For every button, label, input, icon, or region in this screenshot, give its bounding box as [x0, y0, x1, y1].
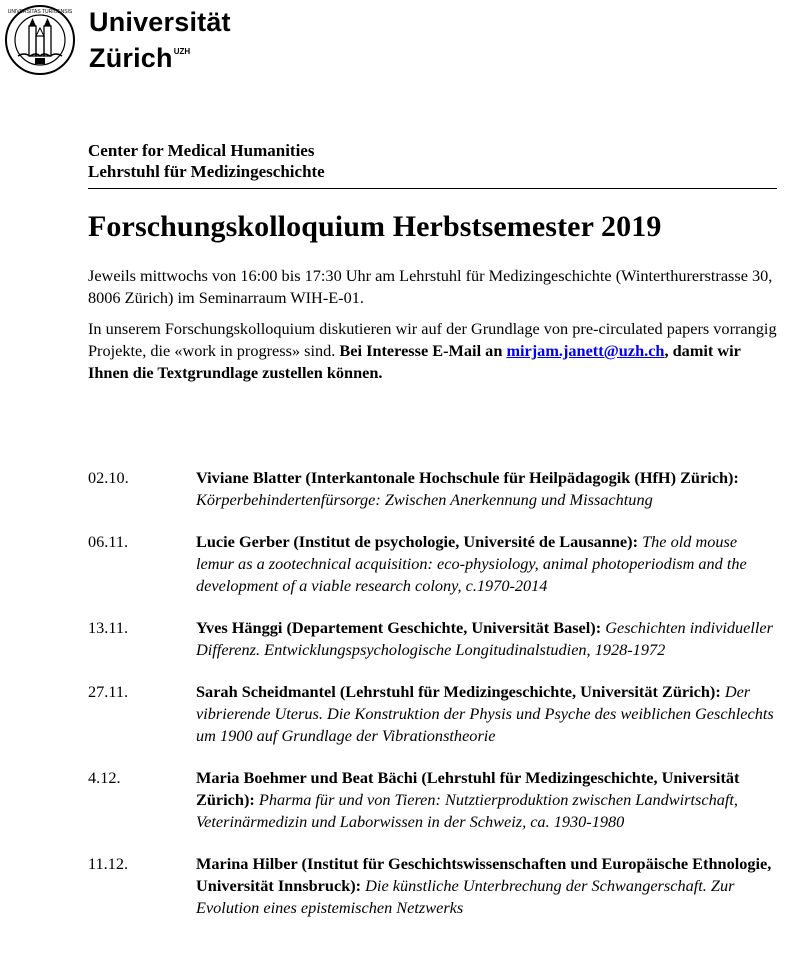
email-link[interactable]: mirjam.janett@uzh.ch	[506, 341, 665, 360]
event-topic: Die künstliche Unterbrechung der Schwangerschaft. Zur Evolution eines epistemischen Netzwerks	[196, 876, 735, 917]
intro-schedule-info: Jeweils mittwochs von 16:00 bis 17:30 Uhr am Lehrstuhl für Medizingeschichte (Winterthurerstrasse 30, 8006 Zürich) im Seminarraum WIH-E-01.	[88, 266, 773, 307]
event-speaker: Maria Boehmer und Beat Bächi (Lehrstuhl für Medizingeschichte, Universität Zürich):	[196, 768, 740, 809]
event-date: 11.12.	[88, 854, 129, 873]
wordmark-superscript: UZH	[173, 46, 191, 56]
schedule-item	[88, 531, 786, 597]
event-speaker: Viviane Blatter (Interkantonale Hochschule für Heilpädagogik (HfH) Zürich):	[196, 468, 739, 487]
uzh-logo	[4, 4, 231, 76]
intro-description-text: In unserem Forschungskolloquium diskutieren wir auf der Grundlage von pre-circulated papers vorrangig Projekte, die «work in progress» sind.	[88, 319, 777, 360]
intro-section	[88, 265, 778, 393]
event-topic: Pharma für und von Tieren: Nutztierproduktion zwischen Landwirtschaft, Veterinärmedizin und Laborwissen in der Schweiz, ca. 1930-1980	[196, 790, 738, 831]
wordmark-line1: Universität	[89, 6, 231, 37]
event-date: 4.12.	[88, 768, 121, 787]
schedule-item	[88, 853, 786, 919]
event-date: 13.11.	[88, 618, 129, 637]
schedule-item	[88, 467, 786, 511]
svg-text:UNIVERSITAS TURICENSIS: UNIVERSITAS TURICENSIS	[7, 9, 73, 15]
uzh-wordmark	[89, 8, 231, 73]
schedule-list	[88, 467, 786, 939]
event-speaker: Marina Hilber (Institut für Geschichtswissenschaften und Europäische Ethnologie, Universität Innsbruck):	[196, 854, 772, 895]
event-speaker: Lucie Gerber (Institut de psychologie, Université de Lausanne):	[196, 532, 638, 551]
page-title: Forschungskolloquium Herbstsemester 2019	[88, 210, 662, 243]
event-topic: Geschichten individueller Differenz. Entwicklungspsychologische Longitudinalstudien, 1928-1972	[196, 618, 773, 659]
intro-contact-text: Bei Interesse E-Mail an	[339, 341, 503, 360]
schedule-item	[88, 681, 786, 747]
event-topic: The old mouse lemur as a zootechnical acquisition: eco-physiology, animal photoperiodism and the development of a viable research colony, c.1970-2014	[196, 532, 747, 595]
institution-block	[88, 140, 325, 182]
event-date: 06.11.	[88, 532, 129, 551]
header-divider	[88, 188, 777, 189]
schedule-item	[88, 617, 786, 661]
chair-name: Lehrstuhl für Medizingeschichte	[88, 162, 325, 181]
institution-name: Center for Medical Humanities	[88, 141, 315, 160]
event-speaker: Sarah Scheidmantel (Lehrstuhl für Medizingeschichte, Universität Zürich):	[196, 682, 721, 701]
intro-description	[88, 318, 778, 384]
event-topic: Körperbehindertenfürsorge: Zwischen Anerkennung und Missachtung	[196, 490, 653, 509]
event-speaker: Yves Hänggi (Departement Geschichte, Universität Basel):	[196, 618, 602, 637]
event-date: 02.10.	[88, 468, 129, 487]
event-topic: Der vibrierende Uterus. Die Konstruktion der Physis und Psyche des weiblichen Geschlechts um 1900 auf Grundlage der Vibrationstheorie	[196, 682, 774, 745]
event-date: 27.11.	[88, 682, 129, 701]
intro-contact-end: , damit wir Ihnen die Textgrundlage zustellen können.	[88, 341, 741, 382]
university-seal-icon	[4, 4, 76, 76]
wordmark-line2: Zürich	[89, 42, 173, 73]
schedule-item	[88, 767, 786, 833]
